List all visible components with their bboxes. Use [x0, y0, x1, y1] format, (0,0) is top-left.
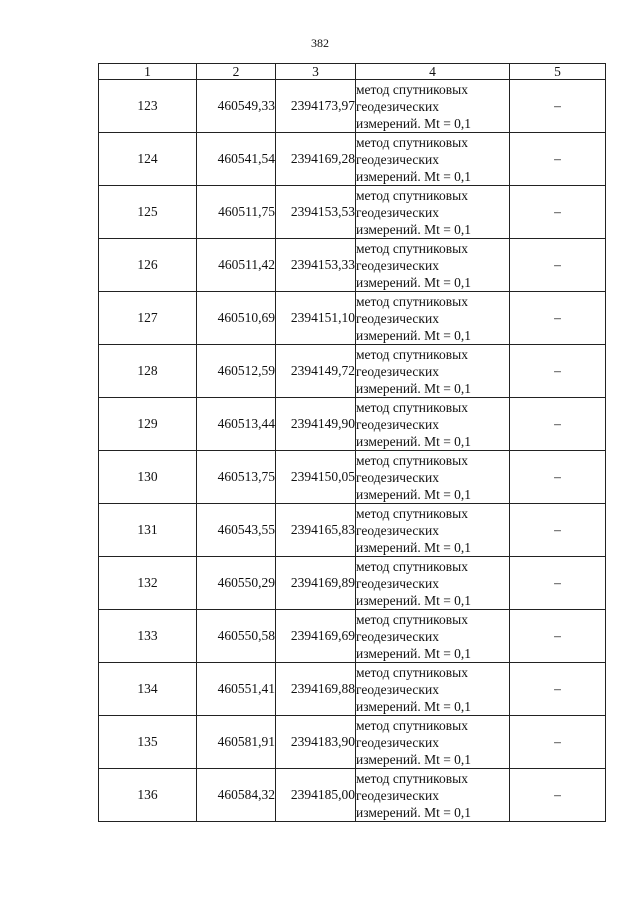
- point-number: 125: [99, 186, 197, 239]
- table-row: [99, 398, 606, 451]
- point-number: 134: [99, 663, 197, 716]
- determination-method: [356, 292, 510, 345]
- point-number: 128: [99, 345, 197, 398]
- coordinate-x: 460550,29: [197, 557, 276, 610]
- point-number: 130: [99, 451, 197, 504]
- method-line: измерений. Mt = 0,1: [356, 645, 472, 661]
- coordinate-x: 460510,69: [197, 292, 276, 345]
- note: –: [510, 451, 606, 504]
- method-line: измерений. Mt = 0,1: [356, 804, 472, 820]
- determination-method: [356, 557, 510, 610]
- coordinate-x: 460581,91: [197, 716, 276, 769]
- table-row: [99, 769, 606, 822]
- table-row: [99, 80, 606, 133]
- coordinate-x: 460511,75: [197, 186, 276, 239]
- note: –: [510, 292, 606, 345]
- coordinate-x: 460543,55: [197, 504, 276, 557]
- header-col-4: 4: [356, 64, 510, 80]
- header-row: [99, 64, 606, 80]
- method-line: геодезических: [356, 416, 439, 432]
- coordinate-x: 460584,32: [197, 769, 276, 822]
- method-line: метод спутниковых: [356, 558, 468, 574]
- table-row: [99, 663, 606, 716]
- note: –: [510, 557, 606, 610]
- method-line: измерений. Mt = 0,1: [356, 221, 472, 237]
- header-col-1: 1: [99, 64, 197, 80]
- page-number: 382: [311, 36, 329, 50]
- coordinate-y: 2394185,00: [276, 769, 356, 822]
- method-line: геодезических: [356, 734, 439, 750]
- method-line: метод спутниковых: [356, 81, 468, 97]
- method-line: измерений. Mt = 0,1: [356, 327, 472, 343]
- note: –: [510, 663, 606, 716]
- coordinate-y: 2394183,90: [276, 716, 356, 769]
- coordinate-x: 460541,54: [197, 133, 276, 186]
- point-number: 131: [99, 504, 197, 557]
- table-row: [99, 345, 606, 398]
- method-line: измерений. Mt = 0,1: [356, 592, 472, 608]
- note: –: [510, 80, 606, 133]
- method-line: метод спутниковых: [356, 664, 468, 680]
- method-line: геодезических: [356, 681, 439, 697]
- method-line: измерений. Mt = 0,1: [356, 274, 472, 290]
- method-line: метод спутниковых: [356, 611, 468, 627]
- method-line: метод спутниковых: [356, 293, 468, 309]
- coordinate-x: 460513,75: [197, 451, 276, 504]
- method-line: метод спутниковых: [356, 187, 468, 203]
- determination-method: [356, 716, 510, 769]
- coordinate-x: 460551,41: [197, 663, 276, 716]
- table-row: [99, 504, 606, 557]
- table-row: [99, 133, 606, 186]
- method-line: геодезических: [356, 151, 439, 167]
- table-row: [99, 186, 606, 239]
- note: –: [510, 239, 606, 292]
- coordinate-y: 2394173,97: [276, 80, 356, 133]
- method-line: геодезических: [356, 787, 439, 803]
- method-line: метод спутниковых: [356, 452, 468, 468]
- method-line: измерений. Mt = 0,1: [356, 433, 472, 449]
- table-row: [99, 557, 606, 610]
- determination-method: [356, 80, 510, 133]
- header-col-3: 3: [276, 64, 356, 80]
- coordinate-y: 2394151,10: [276, 292, 356, 345]
- point-number: 132: [99, 557, 197, 610]
- coordinate-x: 460549,33: [197, 80, 276, 133]
- note: –: [510, 345, 606, 398]
- coordinate-x: 460550,58: [197, 610, 276, 663]
- method-line: измерений. Mt = 0,1: [356, 698, 472, 714]
- method-line: измерений. Mt = 0,1: [356, 168, 472, 184]
- method-line: геодезических: [356, 363, 439, 379]
- method-line: метод спутниковых: [356, 717, 468, 733]
- determination-method: [356, 239, 510, 292]
- coordinate-x: 460511,42: [197, 239, 276, 292]
- coordinate-y: 2394169,88: [276, 663, 356, 716]
- method-line: измерений. Mt = 0,1: [356, 486, 472, 502]
- coordinate-y: 2394149,90: [276, 398, 356, 451]
- table-row: [99, 292, 606, 345]
- header-col-5: 5: [510, 64, 606, 80]
- note: –: [510, 610, 606, 663]
- method-line: метод спутниковых: [356, 770, 468, 786]
- determination-method: [356, 133, 510, 186]
- coordinate-y: 2394153,33: [276, 239, 356, 292]
- note: –: [510, 186, 606, 239]
- point-number: 133: [99, 610, 197, 663]
- coordinate-y: 2394149,72: [276, 345, 356, 398]
- note: –: [510, 398, 606, 451]
- method-line: метод спутниковых: [356, 240, 468, 256]
- method-line: геодезических: [356, 98, 439, 114]
- point-number: 135: [99, 716, 197, 769]
- table-row: [99, 451, 606, 504]
- method-line: метод спутниковых: [356, 346, 468, 362]
- coordinate-x: 460513,44: [197, 398, 276, 451]
- method-line: геодезических: [356, 310, 439, 326]
- method-line: измерений. Mt = 0,1: [356, 380, 472, 396]
- determination-method: [356, 345, 510, 398]
- determination-method: [356, 186, 510, 239]
- coordinate-x: 460512,59: [197, 345, 276, 398]
- coordinate-y: 2394169,69: [276, 610, 356, 663]
- method-line: метод спутниковых: [356, 505, 468, 521]
- determination-method: [356, 451, 510, 504]
- method-line: измерений. Mt = 0,1: [356, 539, 472, 555]
- method-line: геодезических: [356, 204, 439, 220]
- coordinate-y: 2394169,28: [276, 133, 356, 186]
- method-line: геодезических: [356, 628, 439, 644]
- coordinates-table: [98, 63, 606, 822]
- method-line: геодезических: [356, 257, 439, 273]
- point-number: 126: [99, 239, 197, 292]
- note: –: [510, 769, 606, 822]
- point-number: 124: [99, 133, 197, 186]
- note: –: [510, 716, 606, 769]
- method-line: геодезических: [356, 575, 439, 591]
- method-line: геодезических: [356, 522, 439, 538]
- coordinate-y: 2394153,53: [276, 186, 356, 239]
- table-row: [99, 610, 606, 663]
- method-line: геодезических: [356, 469, 439, 485]
- method-line: измерений. Mt = 0,1: [356, 115, 472, 131]
- note: –: [510, 133, 606, 186]
- point-number: 127: [99, 292, 197, 345]
- determination-method: [356, 663, 510, 716]
- table-body: [99, 80, 606, 822]
- determination-method: [356, 769, 510, 822]
- point-number: 136: [99, 769, 197, 822]
- method-line: измерений. Mt = 0,1: [356, 751, 472, 767]
- point-number: 123: [99, 80, 197, 133]
- determination-method: [356, 610, 510, 663]
- method-line: метод спутниковых: [356, 399, 468, 415]
- table-row: [99, 239, 606, 292]
- determination-method: [356, 398, 510, 451]
- header-col-2: 2: [197, 64, 276, 80]
- method-line: метод спутниковых: [356, 134, 468, 150]
- coordinate-y: 2394165,83: [276, 504, 356, 557]
- note: –: [510, 504, 606, 557]
- coordinate-y: 2394169,89: [276, 557, 356, 610]
- table-row: [99, 716, 606, 769]
- point-number: 129: [99, 398, 197, 451]
- determination-method: [356, 504, 510, 557]
- coordinate-y: 2394150,05: [276, 451, 356, 504]
